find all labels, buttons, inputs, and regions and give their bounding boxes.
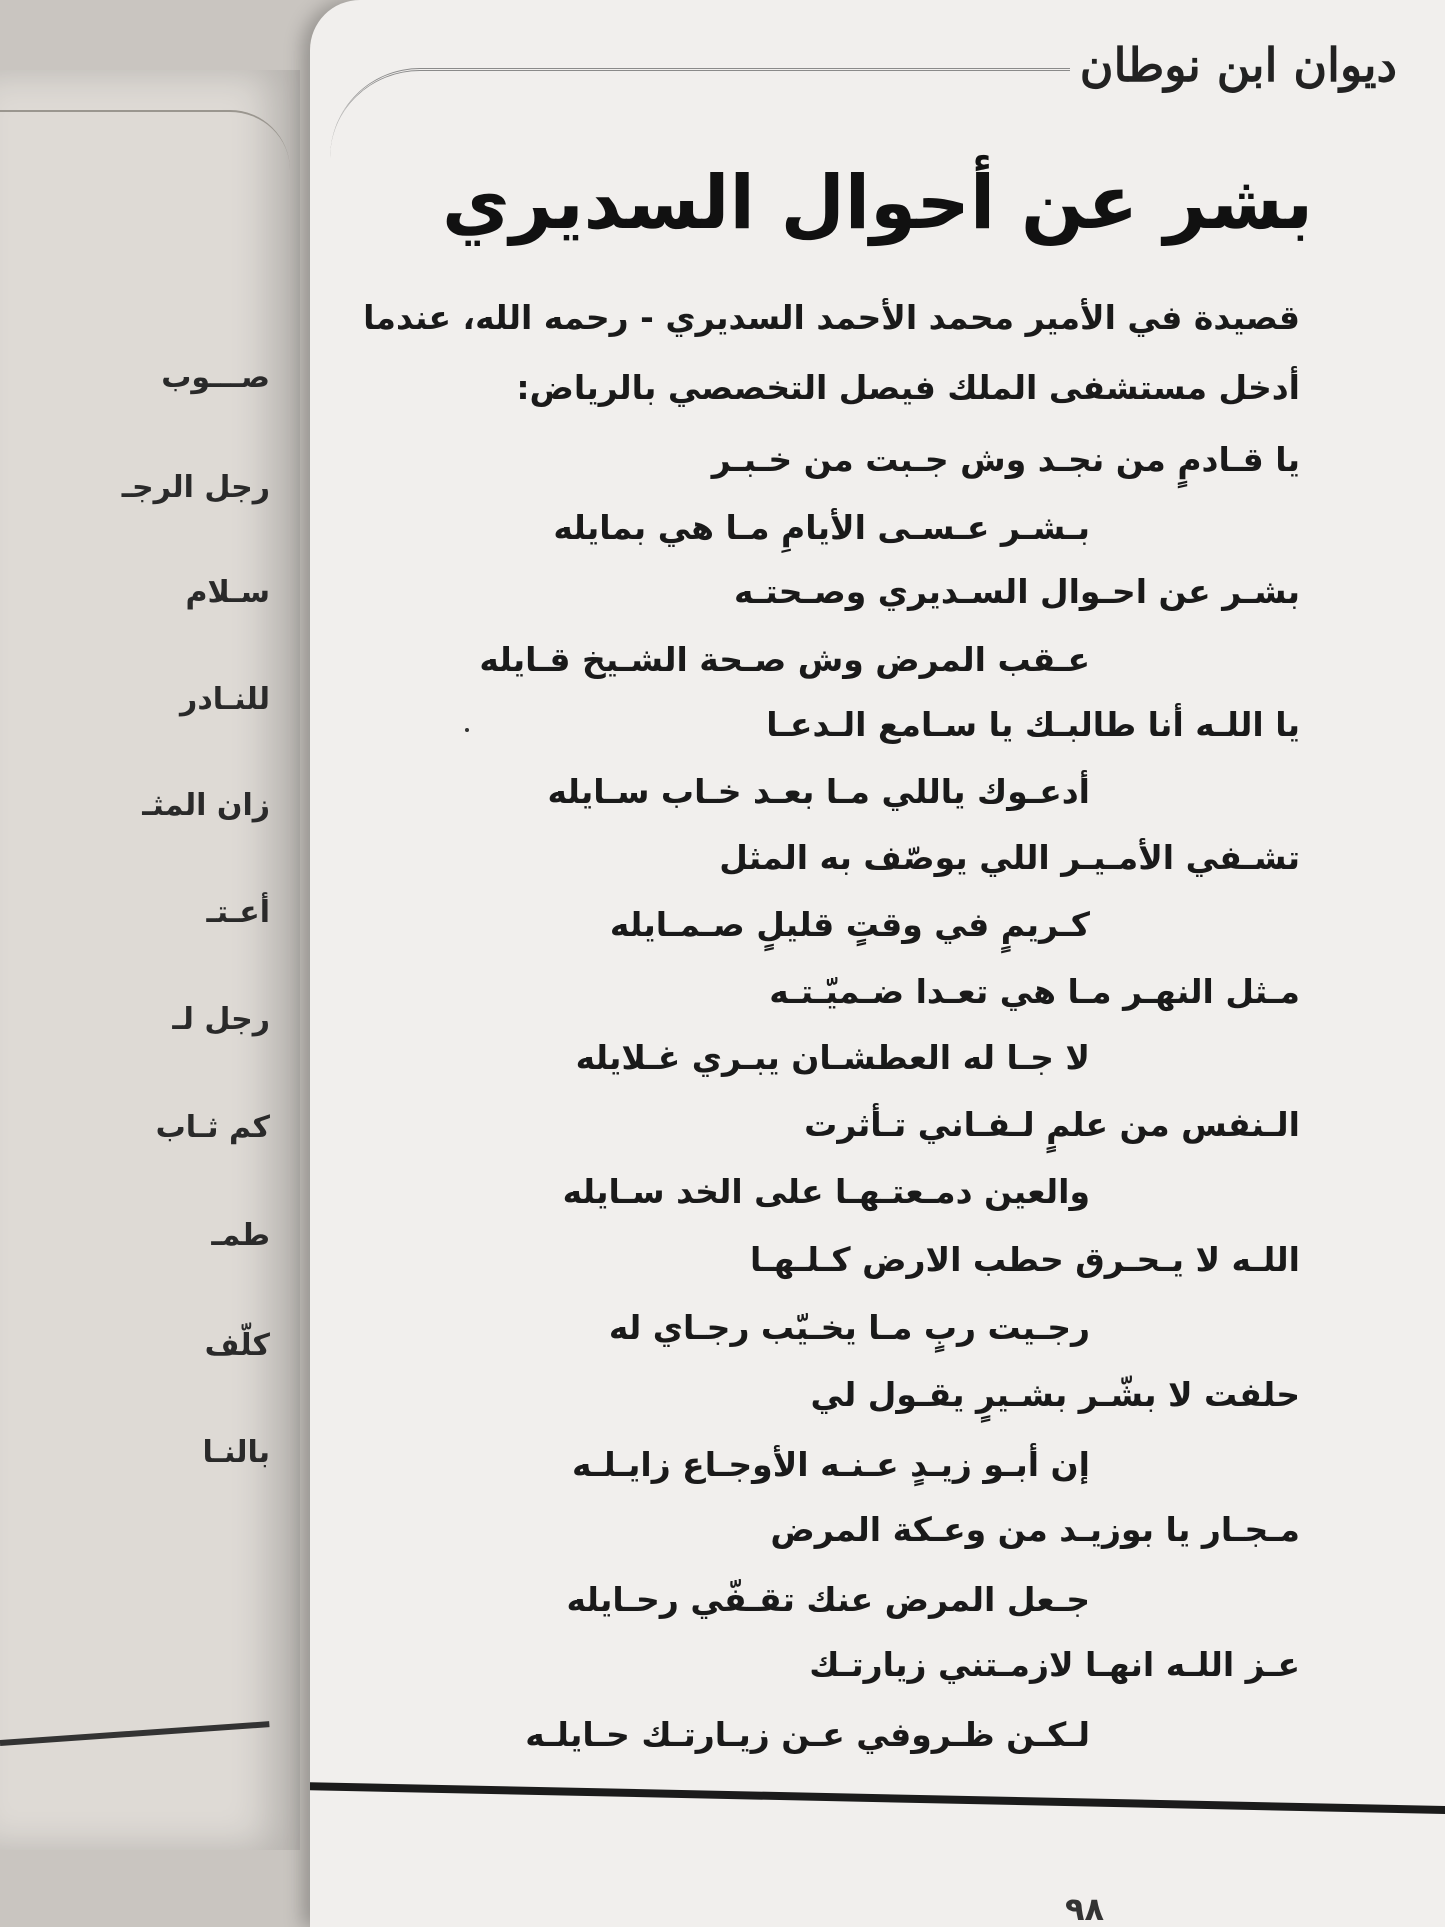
poem-verse: والعين دمـعتـهـا على الخد سـايله [562, 1172, 1090, 1211]
left-page-line: سـلام [185, 575, 270, 610]
poem-verse: عـز اللـه انهـا لازمـتني زيارتـك [809, 1645, 1300, 1684]
poem-verse: الـنفس من علمٍ لـفـاني تـأثرت [804, 1105, 1300, 1144]
poem-verse: تشـفي الأمـيـر اللي يوصّف به المثل [719, 838, 1300, 877]
book-page [310, 0, 1445, 1927]
header-rule [330, 68, 1070, 161]
left-page-line: رجل الرجـ [121, 470, 270, 505]
poem-verse: اللـه لا يـحـرق حطب الارض كـلـهـا [749, 1240, 1300, 1279]
ink-speck [465, 728, 469, 732]
left-page-line: صـــوب [161, 360, 270, 395]
left-page-line: طمـ [211, 1218, 270, 1253]
left-page-line: كم ثـاب [155, 1110, 270, 1145]
poem-verse: بشـر عن احـوال السـديري وصـحتـه [734, 572, 1300, 611]
poem-verse: رجـيت ربٍ مـا يخـيّب رجـاي له [608, 1308, 1090, 1347]
poem-verse: لـكـن ظـروفي عـن زيـارتـك حـايلـه [525, 1715, 1090, 1754]
poem-verse: عـقب المرض وش صـحة الشـيخ قـايله [479, 640, 1090, 679]
poem-verse: يا قـادمٍ من نجـد وش جـبت من خـبـر [711, 440, 1300, 479]
footer-rule [310, 1782, 1445, 1814]
left-page-line: كلّف [204, 1328, 270, 1363]
poem-verse: يا اللـه أنا طالبـك يا سـامع الـدعـا [766, 705, 1300, 744]
poem-verse: جـعل المرض عنك تقـفّي رحـايله [566, 1580, 1090, 1619]
poem-verse: حلفت لا بشّـر بشـيرٍ يقـول لي [810, 1375, 1300, 1414]
poem-intro-line: أدخل مستشفى الملك فيصل التخصصي بالرياض: [516, 368, 1300, 407]
poem-verse: أدعـوك ياللي مـا بعـد خـاب سـايله [547, 772, 1090, 811]
poem-title: بشر عن أحوال السديري [441, 160, 1314, 246]
page-number: ٩٨ [1065, 1890, 1105, 1927]
running-header: ديوان ابن نوطان [1079, 38, 1397, 92]
left-header-rule [0, 110, 290, 192]
poem-verse: كـريمٍ في وقتٍ قليلٍ صـمـايله [609, 905, 1090, 944]
left-page-line: زان المثـ [142, 788, 270, 823]
poem-intro-line: قصيدة في الأمير محمد الأحمد السديري - رحمه الله، عندما [363, 298, 1300, 337]
left-page-line: رجل لـ [172, 1002, 270, 1037]
poem-verse: مـجـار يا بوزيـد من وعـكة المرض [770, 1510, 1300, 1549]
poem-verse: بـشـر عـسـى الأيامِ مـا هي بمايله [553, 508, 1090, 547]
left-page-line: بالنـا [202, 1435, 270, 1470]
left-page-line: أعـتـ [206, 895, 270, 930]
left-page-line: للنـادر [180, 682, 270, 717]
poem-verse: إن أبـو زيـدٍ عـنـه الأوجـاع زايـلـه [571, 1445, 1090, 1484]
left-footer-rule [0, 1721, 270, 1746]
poem-verse: لا جـا له العطشـان يبـري غـلايله [575, 1038, 1090, 1077]
poem-verse: مـثل النهـر مـا هي تعـدا ضـميّـتـه [769, 972, 1300, 1011]
left-facing-page [0, 70, 300, 1850]
